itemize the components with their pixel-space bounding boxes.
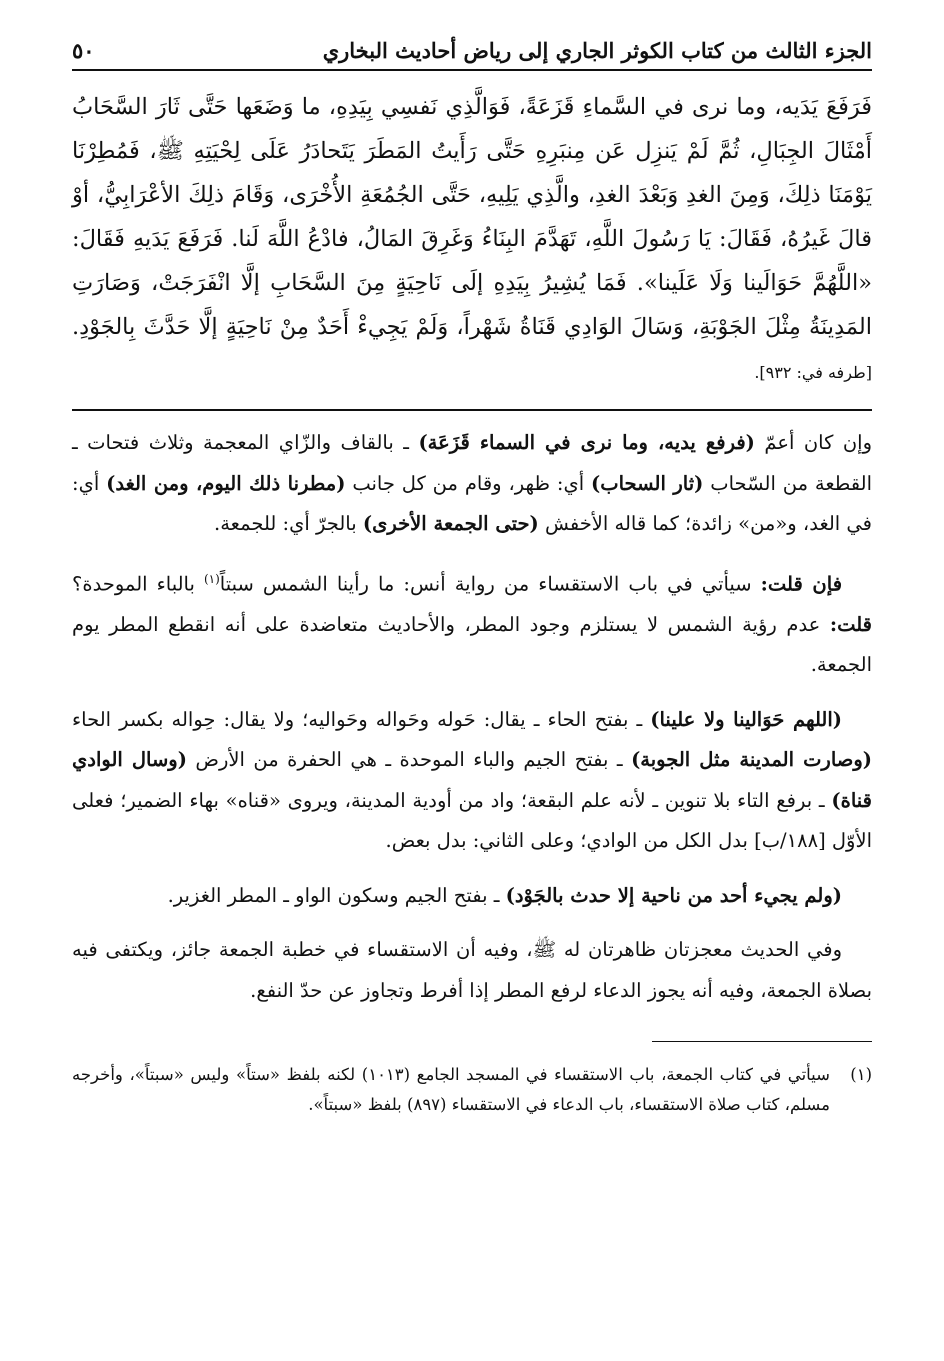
text-run: بالجرّ أي: للجمعة. <box>214 512 363 535</box>
quoted-phrase: (وصارت المدينة مثل الجوبة) <box>631 748 872 771</box>
running-header <box>72 38 872 71</box>
footnote-divider <box>652 1041 872 1042</box>
text-run: وفي الحديث معجزتان ظاهرتان له ﷺ، وفيه أن الاستقساء في خطبة الجمعة جائز، ويكتفى فيه بصلاة الجمعة، وفيه أنه يجوز الدعاء لرفع المطر إذا أفرط وتجاوز عن حدّ النفع. <box>72 938 872 1002</box>
text-run: وإن كان أعمّ <box>754 431 872 454</box>
commentary-paragraph <box>72 423 872 545</box>
commentary-paragraph <box>72 876 872 917</box>
text-run: ـ برفع التاء بلا تنوين ـ لأنه علم البقعة؛ واد من أودية المدينة، ويروى «قناه» بهاء الضمير؛ فعلى الأوّل [١٨٨/ب] بدل الكل من الوادي؛ وعلى الثاني: بدل بعض. <box>72 788 872 852</box>
commentary-paragraph <box>72 559 872 686</box>
page-number: ٥٠ <box>72 38 95 63</box>
text-run: بالباء الموحدة؟ <box>72 572 204 595</box>
hadith-text <box>72 85 872 395</box>
quoted-phrase: (فرفع يديه، وما نرى في السماء قَزَعَة) <box>418 431 755 454</box>
text-run: عدم رؤية الشمس لا يستلزم وجود المطر، والأحاديث متعاضدة على أنه انقطع المطر يوم الجمعة. <box>72 612 872 676</box>
answer-label: قلت: <box>829 612 872 636</box>
footnote-text: سيأتي في كتاب الجمعة، باب الاستقساء في المسجد الجامع (١٠١٣) لكنه بلفظ «ستاً» وليس «سبتاً»، وأخرجه مسلم، كتاب صلاة الاستقساء، باب الدعاء في الاستقساء (٨٩٧) بلفظ «سبتاً». <box>72 1065 830 1114</box>
text-run: ـ بفتح الجيم وسكون الواو ـ المطر الغزير. <box>167 883 506 907</box>
hadith-reference: [طرفه في: ٩٣٢]. <box>754 363 872 382</box>
header-title: الجزء الثالث من كتاب الكوثر الجاري إلى رياض أحاديث البخاري <box>322 38 872 63</box>
footnote <box>72 1060 872 1120</box>
hadith-body: فَرَفَعَ يَدَيه، وما نرى في السَّماءِ قَزَعَةً، فَوَالَّذِي نَفسِي بِيَدِهِ، ما وَضَعَها حَتَّى ثَارَ السَّحَابُ أَمْثَالَ الجِبَالِ، ثُمَّ لَمْ يَنزِل عَن مِنبَرِهِ حَتَّى رَأَيتُ المَطَرَ يَتَحادَرُ عَلَى لِحْيَتِهِ ﷺ، فَمُطِرْنَا يَوْمَنَا ذلِكَ، وَمِنَ الغدِ وَبَعْدَ الغدِ، والَّذِي يَلِيهِ، حَتَّى الجُمُعَةِ الأُخْرَى، وَقَامَ ذلِكَ الأعْرَابِيُّ، أوْ قالَ غَيرُهُ، فَقَالَ: يَا رَسُولَ اللَّهِ، تَهَدَّمَ البِنَاءُ وَغَرِقَ المَالُ، فادْعُ اللَّهَ لَنا. فَرَفَعَ يَدَيهِ فَقَالَ: «اللَّهُمَّ حَوَالَينا وَلَا عَلَينا». فَمَا يُشِيرُ بِيَدِهِ إلَى نَاحِيَةٍ مِنَ السَّحَابِ إلَّا انْفَرَجَتْ، وَصَارَتِ المَدِينَةُ مِثْلَ الجَوْبَةِ، وَسَالَ الوَادِي قَنَاةُ شَهْراً، وَلَمْ يَجِيءْ أَحَدٌ مِنْ نَاحِيَةٍ إلَّا حَدَّثَ بِالجَوْدِ. <box>72 94 872 340</box>
text-run: ـ بفتح الجيم والباء الموحدة ـ هي الحفرة من الأرض <box>186 748 632 771</box>
section-divider <box>72 409 872 411</box>
commentary-paragraph <box>72 700 872 862</box>
text-run: سيأتي في باب الاستقساء من رواية أنس: ما رأينا الشمس سبتاً <box>219 572 761 595</box>
quoted-phrase: (حتى الجمعة الأخرى) <box>362 512 539 535</box>
quoted-phrase: (مطرنا ذلك اليوم، ومن الغد) <box>106 471 346 495</box>
page <box>72 38 872 1120</box>
commentary-paragraph <box>72 930 872 1011</box>
text-run: ـ بفتح الحاء ـ يقال: حَوله وحَواله وحَواليه؛ ولا يقال: حِواله بكسر الحاء <box>72 707 651 731</box>
quoted-phrase: (وسال الوادي قناة) <box>72 748 872 812</box>
commentary <box>72 423 872 1011</box>
quoted-phrase: (ولم يجيء أحد من ناحية إلا حدث بالجَوْد) <box>505 883 842 907</box>
text-run: ـ بالقاف والزّاي المعجمة وثلاث فتحات ـ القطعة من السّحاب <box>72 431 872 495</box>
quoted-phrase: (ثار السحاب) <box>591 471 704 495</box>
question-label: فإن قلت: <box>760 572 843 595</box>
text-run: أي: ظهر، وقام من كل جانب <box>345 471 592 495</box>
footnote-number: (١) <box>850 1065 872 1084</box>
footnote-marker[interactable]: (١) <box>203 571 220 586</box>
text-run: أي: في الغد، و«من» زائدة؛ كما قاله الأخفش <box>72 471 872 535</box>
quoted-phrase: (اللهم حَوَالينا ولا علينا) <box>650 707 843 731</box>
